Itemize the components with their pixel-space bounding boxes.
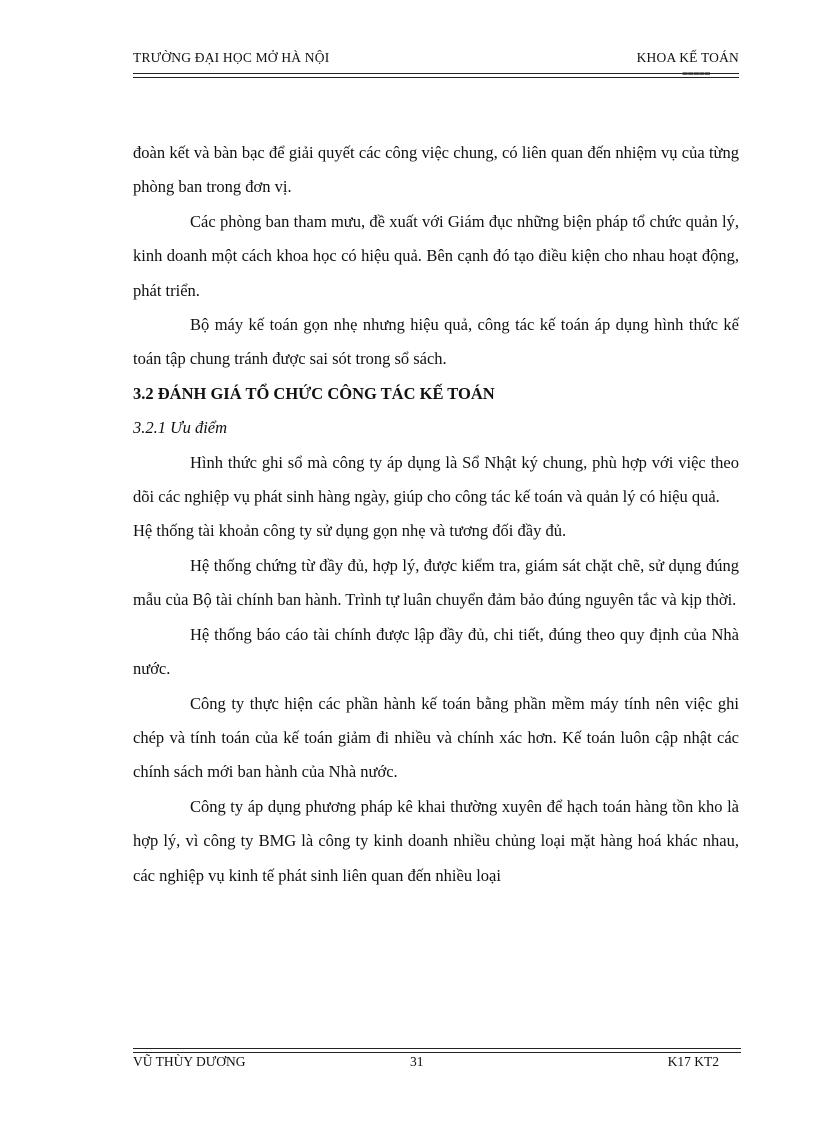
subsection-heading: 3.2.1 Ưu điểm <box>133 418 228 438</box>
page-footer <box>133 1054 741 1074</box>
header-faculty: KHOA KẾ TOÁN <box>636 50 739 65</box>
paragraph-accounting-software: Công ty thực hiện các phần hành kế toán bằng phần mềm máy tính nên việc ghi chép và tính toán của kế toán giảm đi nhiều và chính xác hơn. Kế toán luôn cập nhật các chính sách mới ban hành của Nhà nước. <box>133 693 739 782</box>
footer-rule-top <box>133 1048 741 1049</box>
footer-page-number: 31 <box>410 1054 424 1069</box>
paragraph-financial-reports: Hệ thống báo cáo tài chính được lập đầy đủ, chi tiết, đúng theo quy định của Nhà nước. <box>133 624 739 679</box>
page-header <box>133 50 739 72</box>
paragraph-account-system: Hệ thống tài khoản công ty sử dụng gọn nhẹ và tương đối đầy đủ. <box>133 521 567 541</box>
header-rule-tail: ===== <box>682 68 711 80</box>
paragraph-bookkeeping-form: Hình thức ghi sổ mà công ty áp dụng là Sổ Nhật ký chung, phù hợp với việc theo dõi các nghiệp vụ phát sinh hàng ngày, giúp cho công tác kế toán và quản lý có hiệu quả. <box>133 452 739 507</box>
footer-rule-bottom <box>133 1052 741 1053</box>
paragraph-advisory-departments: Các phòng ban tham mưu, đề xuất với Giám đục những biện pháp tổ chức quản lý, kinh doanh một cách khoa học có hiệu quả. Bên cạnh đó tạo điều kiện cho nhau hoạt động, phát triển. <box>133 211 739 300</box>
paragraph-voucher-system: Hệ thống chứng từ đầy đủ, hợp lý, được kiểm tra, giám sát chặt chẽ, sử dụng đúng mẫu của Bộ tài chính ban hành. Trình tự luân chuyển đảm bảo đúng nguyên tắc và kịp thời. <box>133 555 739 610</box>
paragraph-solidarity: đoàn kết và bàn bạc để giải quyết các công việc chung, có liên quan đến nhiệm vụ của từng phòng ban trong đơn vị. <box>133 143 739 197</box>
page-body <box>133 136 739 893</box>
header-rule-top <box>133 73 739 74</box>
header-rule-bottom <box>133 77 739 78</box>
section-heading: 3.2 ĐÁNH GIÁ TỔ CHỨC CÔNG TÁC KẾ TOÁN <box>133 383 495 403</box>
footer-class-code: K17 KT2 <box>667 1054 719 1069</box>
header-university: TRƯỜNG ĐẠI HỌC MỞ HÀ NỘI <box>133 50 330 65</box>
footer-author: VŨ THÙY DƯƠNG <box>133 1054 246 1069</box>
paragraph-inventory-method: Công ty áp dụng phương pháp kê khai thường xuyên để hạch toán hàng tồn kho là hợp lý, vì công ty BMG là công ty kinh doanh nhiều chủng loại mặt hàng hoá khác nhau, các nghiệp vụ kinh tế phát sinh liên quan đến nhiều loại <box>133 796 739 885</box>
paragraph-accounting-apparatus: Bộ máy kế toán gọn nhẹ nhưng hiệu quả, công tác kế toán áp dụng hình thức kế toán tập chung tránh được sai sót trong sổ sách. <box>133 315 739 369</box>
